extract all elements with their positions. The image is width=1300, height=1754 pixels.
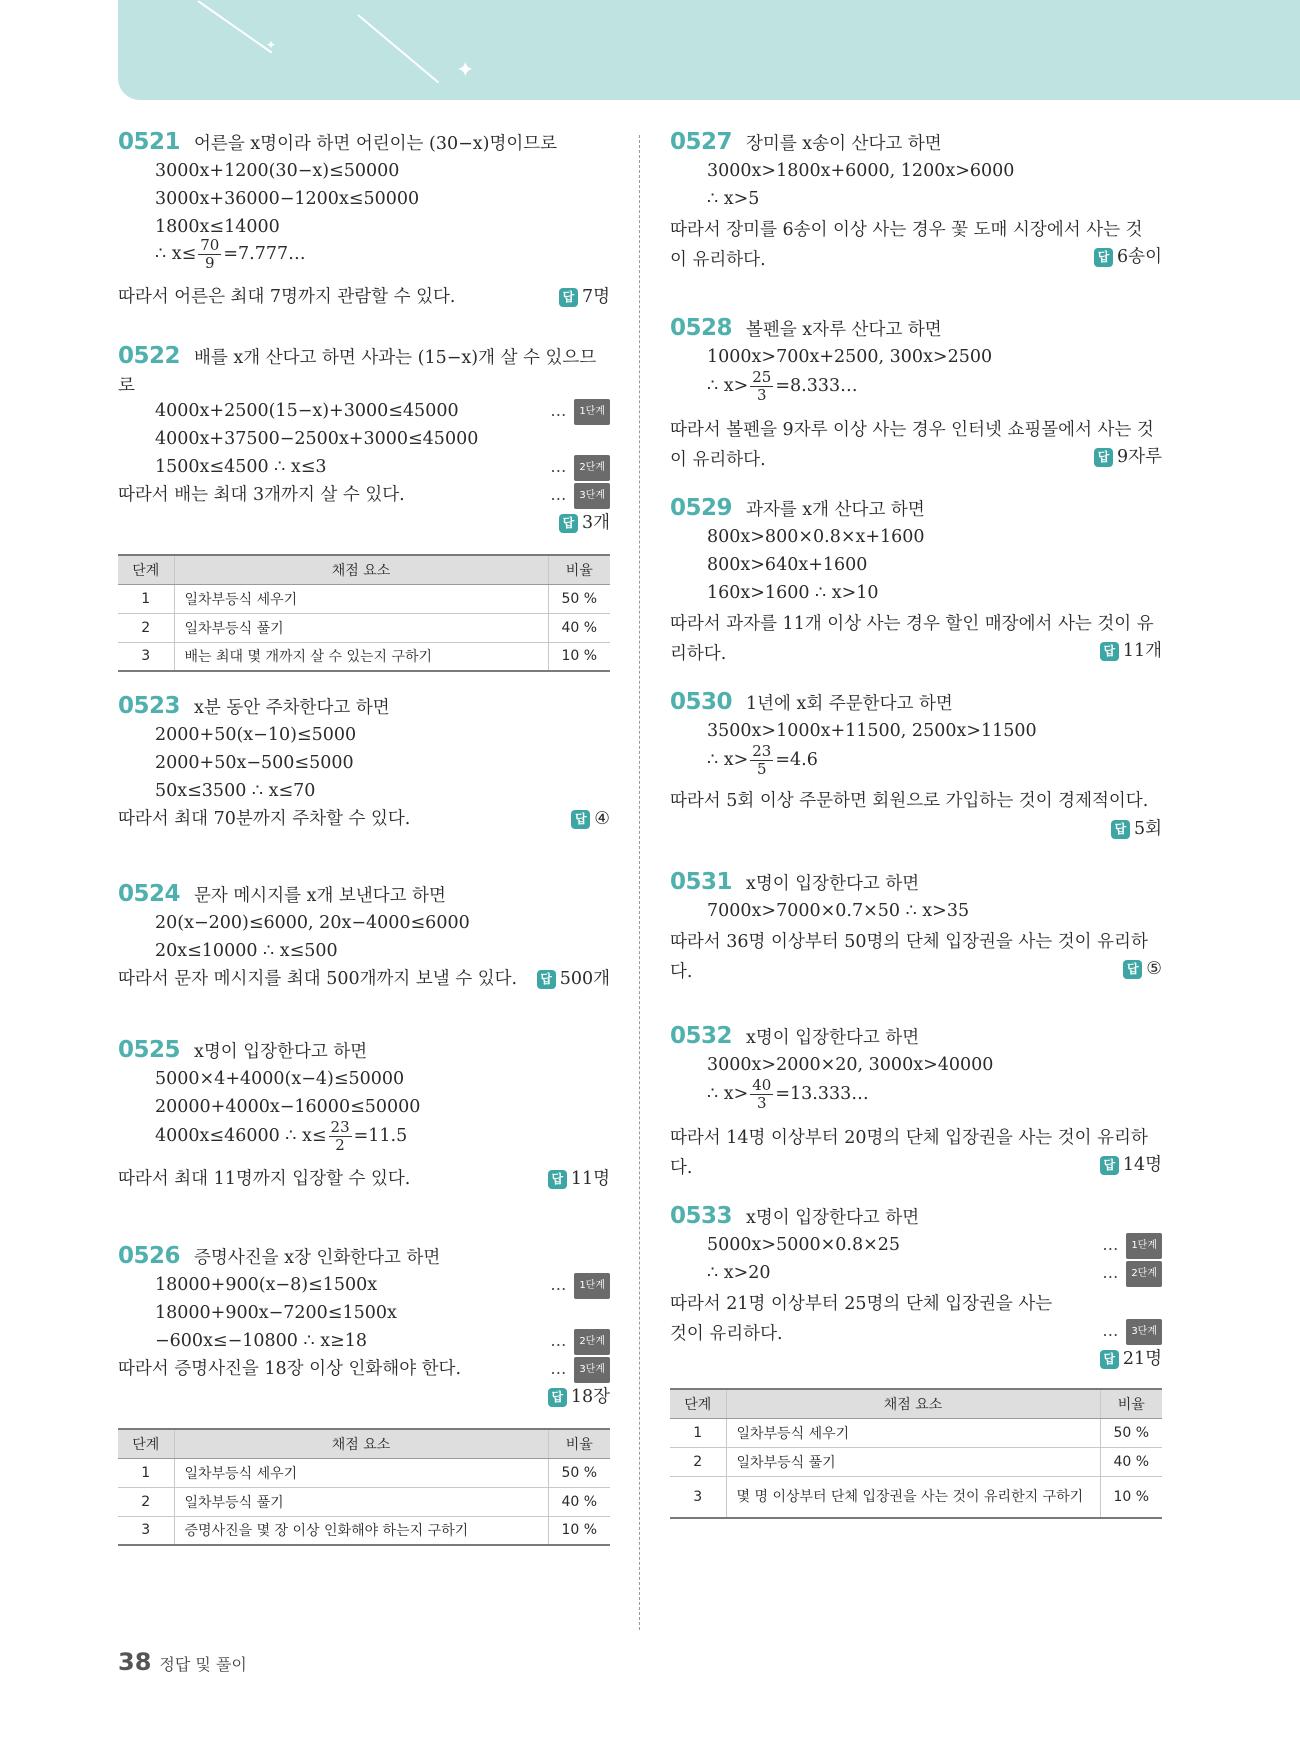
equation-line: ∴ x≤ $\frac{70}{9}$ =7.777… (155, 236, 306, 272)
problem-intro: 어른을 x명이라 하면 어린이는 (30−x)명이므로 (194, 134, 558, 154)
answer: 답 11명 (548, 1167, 610, 1191)
conclusion-text: 따라서 14명 이상부터 20명의 단체 입장권을 사는 것이 유리하다. (670, 1128, 1148, 1178)
equation-line: 2000+50(x−10)≤5000 (155, 725, 357, 745)
answer-badge: 답 (1094, 248, 1113, 267)
conclusion-text: 따라서 과자를 11개 이상 사는 경우 할인 매장에서 사는 것이 유리하다. (670, 614, 1154, 664)
column-header: 비율 (548, 1429, 610, 1458)
problem-intro: 볼펜을 x자루 산다고 하면 (746, 320, 942, 340)
conclusion-text: 따라서 증명사진을 18장 이상 인화해야 한다. (118, 1359, 462, 1379)
problem-number: 0524 (118, 881, 181, 907)
column-header: 단계 (118, 1429, 174, 1458)
equation-line: 20x≤10000 ∴ x≤500 (155, 941, 338, 961)
equation-line: 160x>1600 ∴ x>10 (707, 583, 879, 603)
table-row: 2 일차부등식 풀기 40 % (118, 1487, 610, 1516)
equation-line: 2000+50x−500≤5000 (155, 753, 354, 773)
problem-number: 0527 (670, 129, 733, 155)
answer: 답 500개 (537, 967, 610, 991)
decorative-streak (357, 14, 439, 83)
answer-badge: 답 (1123, 960, 1142, 979)
column-header: 단계 (118, 555, 174, 584)
equation-line: 20(x−200)≤6000, 20x−4000≤6000 (155, 913, 470, 933)
table-row: 1 일차부등식 세우기 50 % (118, 1458, 610, 1487)
problem-number: 0523 (118, 693, 181, 719)
equation-line: 800x>640x+1600 (707, 555, 868, 575)
equation-line: 20000+4000x−16000≤50000 (155, 1097, 421, 1117)
answer-badge: 답 (1094, 448, 1113, 467)
column-header: 단계 (670, 1389, 726, 1418)
answer-badge: 답 (1100, 642, 1119, 661)
answer: 답 21명 (1100, 1347, 1162, 1371)
problem-number: 0529 (670, 495, 733, 521)
conclusion-text: 따라서 21명 이상부터 25명의 단체 입장권을 사는 것이 유리하다. (670, 1294, 1053, 1344)
conclusion-text: 따라서 5회 이상 주문하면 회원으로 가입하는 것이 경제적이다. (670, 791, 1149, 811)
equation-line: 4000x+2500(15−x)+3000≤45000 (155, 401, 459, 421)
table-row: 3 몇 명 이상부터 단체 입장권을 사는 것이 유리한지 구하기 10 % (670, 1476, 1162, 1518)
answer-badge: 답 (537, 970, 556, 989)
problem-intro: 문자 메시지를 x개 보낸다고 하면 (194, 886, 446, 906)
step-marker: … 2단계 (1102, 1261, 1162, 1287)
equation-line: 18000+900x−7200≤1500x (155, 1303, 397, 1323)
column-header: 비율 (548, 555, 610, 584)
equation-line: 3000x+1200(30−x)≤50000 (155, 161, 400, 181)
problem-number: 0528 (670, 315, 733, 341)
decorative-streak (197, 0, 272, 53)
conclusion-text: 따라서 볼펜을 9자루 이상 사는 경우 인터넷 쇼핑몰에서 사는 것이 유리하다. (670, 420, 1154, 470)
equation-line: ∴ x> $\frac{25}{3}$ =8.333… (707, 368, 858, 404)
equation-line: −600x≤−10800 ∴ x≥18 (155, 1331, 367, 1351)
answer: 답 11개 (1100, 639, 1162, 663)
conclusion-text: 따라서 배는 최대 3개까지 살 수 있다. (118, 485, 405, 505)
equation-line: ∴ x>20 (707, 1263, 771, 1283)
step-marker: … 3단계 (1102, 1319, 1162, 1345)
problem-intro: x명이 입장한다고 하면 (194, 1042, 368, 1062)
equation-line: 1500x≤4500 ∴ x≤3 (155, 457, 327, 477)
answer-badge: 답 (548, 1170, 567, 1189)
fraction: $\frac{40}{3}$ (752, 1076, 772, 1112)
equation-line: 3500x>1000x+11500, 2500x>11500 (707, 721, 1037, 741)
problem-number: 0525 (118, 1037, 181, 1063)
fraction: $\frac{23}{2}$ (330, 1118, 350, 1154)
equation-line: 7000x>7000×0.7×50 ∴ x>35 (707, 901, 970, 921)
equation-line: 18000+900(x−8)≤1500x (155, 1275, 378, 1295)
equation-line: 5000x>5000×0.8×25 (707, 1235, 901, 1255)
equation-line: ∴ x> $\frac{40}{3}$ =13.333… (707, 1076, 869, 1112)
step-marker: … 2단계 (550, 455, 610, 481)
problem-number: 0532 (670, 1023, 733, 1049)
answer: 답 3개 (559, 511, 610, 535)
step-marker: … 3단계 (550, 483, 610, 509)
grading-table (118, 554, 610, 672)
page-footer (118, 1648, 247, 1676)
column-header: 채점 요소 (174, 1429, 548, 1458)
equation-line: 4000x+37500−2500x+3000≤45000 (155, 429, 479, 449)
equation-line: 3000x>1800x+6000, 1200x>6000 (707, 161, 1015, 181)
answer: 답 7명 (559, 285, 610, 309)
conclusion-text: 따라서 최대 70분까지 주차할 수 있다. (118, 809, 411, 829)
equation-line: 5000×4+4000(x−4)≤50000 (155, 1069, 405, 1089)
problem-intro: x분 동안 주차한다고 하면 (194, 698, 390, 718)
table-row: 3 배는 최대 몇 개까지 살 수 있는지 구하기 10 % (118, 642, 610, 671)
table-row: 1 일차부등식 세우기 50 % (670, 1418, 1162, 1447)
answer-badge: 답 (1111, 820, 1130, 839)
table-header-row (670, 1389, 1162, 1418)
step-marker: … 1단계 (550, 1273, 610, 1299)
equation-line: 1800x≤14000 (155, 217, 280, 237)
answer-badge: 답 (559, 288, 578, 307)
problem-number: 0531 (670, 869, 733, 895)
problem-number: 0522 (118, 343, 181, 369)
step-marker: … 2단계 (550, 1329, 610, 1355)
conclusion-text: 따라서 어른은 최대 7명까지 관람할 수 있다. (118, 287, 456, 307)
equation-line: 4000x≤46000 ∴ x≤ $\frac{23}{2}$ =11.5 (155, 1118, 408, 1154)
problem-intro: x명이 입장한다고 하면 (746, 1208, 920, 1228)
fraction: $\frac{25}{3}$ (752, 368, 772, 404)
table-row: 3 증명사진을 몇 장 이상 인화해야 하는지 구하기 10 % (118, 1516, 610, 1545)
answer: 답 5회 (1111, 817, 1162, 841)
step-marker: … 1단계 (1102, 1233, 1162, 1259)
equation-line: 3000x+36000−1200x≤50000 (155, 189, 420, 209)
column-header: 채점 요소 (174, 555, 548, 584)
table-header-row (118, 555, 610, 584)
page-number: 38 (118, 1648, 152, 1676)
equation-line: ∴ x>5 (707, 189, 760, 209)
conclusion-text: 따라서 최대 11명까지 입장할 수 있다. (118, 1169, 411, 1189)
header-banner (118, 0, 1300, 100)
fraction: $\frac{70}{9}$ (200, 236, 220, 272)
sparkle-icon: ✦ (266, 38, 277, 52)
problem-intro: 장미를 x송이 산다고 하면 (746, 134, 942, 154)
problem-number: 0526 (118, 1243, 181, 1269)
problem-intro: x명이 입장한다고 하면 (746, 1028, 920, 1048)
table-header-row (118, 1429, 610, 1458)
answer: 답 ⑤ (1123, 957, 1162, 981)
answer: 답 6송이 (1094, 245, 1162, 269)
conclusion-text: 따라서 36명 이상부터 50명의 단체 입장권을 사는 것이 유리하다. (670, 932, 1148, 982)
equation-line: 1000x>700x+2500, 300x>2500 (707, 347, 993, 367)
conclusion-text: 따라서 문자 메시지를 최대 500개까지 보낼 수 있다. (118, 969, 518, 989)
answer: 답 14명 (1100, 1153, 1162, 1177)
footer-title: 정답 및 풀이 (159, 1655, 247, 1674)
answer-badge: 답 (1100, 1156, 1119, 1175)
problem-number: 0530 (670, 689, 733, 715)
answer-badge: 답 (559, 514, 578, 533)
equation-line: 800x>800×0.8×x+1600 (707, 527, 925, 547)
problem-intro: x명이 입장한다고 하면 (746, 874, 920, 894)
sparkle-icon: ✦ (456, 58, 475, 83)
table-row: 2 일차부등식 풀기 40 % (670, 1447, 1162, 1476)
column-header: 채점 요소 (726, 1389, 1100, 1418)
answer-badge: 답 (571, 810, 590, 829)
column-divider (639, 135, 640, 1630)
problem-intro: 배를 x개 산다고 하면 사과는 (15−x)개 살 수 있으므로 (118, 348, 597, 396)
answer: 답 18장 (548, 1385, 610, 1409)
problem-intro: 1년에 x회 주문한다고 하면 (746, 694, 953, 714)
grading-table (118, 1428, 610, 1546)
answer: 답 9자루 (1094, 445, 1162, 469)
conclusion-text: 따라서 장미를 6송이 이상 사는 경우 꽃 도매 시장에서 사는 것이 유리하다. (670, 220, 1143, 270)
answer-badge: 답 (1100, 1350, 1119, 1369)
problem-intro: 증명사진을 x장 인화한다고 하면 (194, 1248, 441, 1268)
answer-badge: 답 (548, 1388, 567, 1407)
step-marker: … 3단계 (550, 1357, 610, 1383)
equation-line: ∴ x> $\frac{23}{5}$ =4.6 (707, 742, 818, 778)
grading-table (670, 1388, 1162, 1519)
problem-number: 0521 (118, 129, 181, 155)
equation-line: 3000x>2000×20, 3000x>40000 (707, 1055, 994, 1075)
problem-intro: 과자를 x개 산다고 하면 (746, 500, 925, 520)
step-marker: … 1단계 (550, 399, 610, 425)
table-row: 2 일차부등식 풀기 40 % (118, 613, 610, 642)
problem-number: 0533 (670, 1203, 733, 1229)
column-header: 비율 (1100, 1389, 1162, 1418)
table-row: 1 일차부등식 세우기 50 % (118, 584, 610, 613)
equation-line: 50x≤3500 ∴ x≤70 (155, 781, 316, 801)
fraction: $\frac{23}{5}$ (752, 742, 772, 778)
answer: 답 ④ (571, 807, 610, 831)
